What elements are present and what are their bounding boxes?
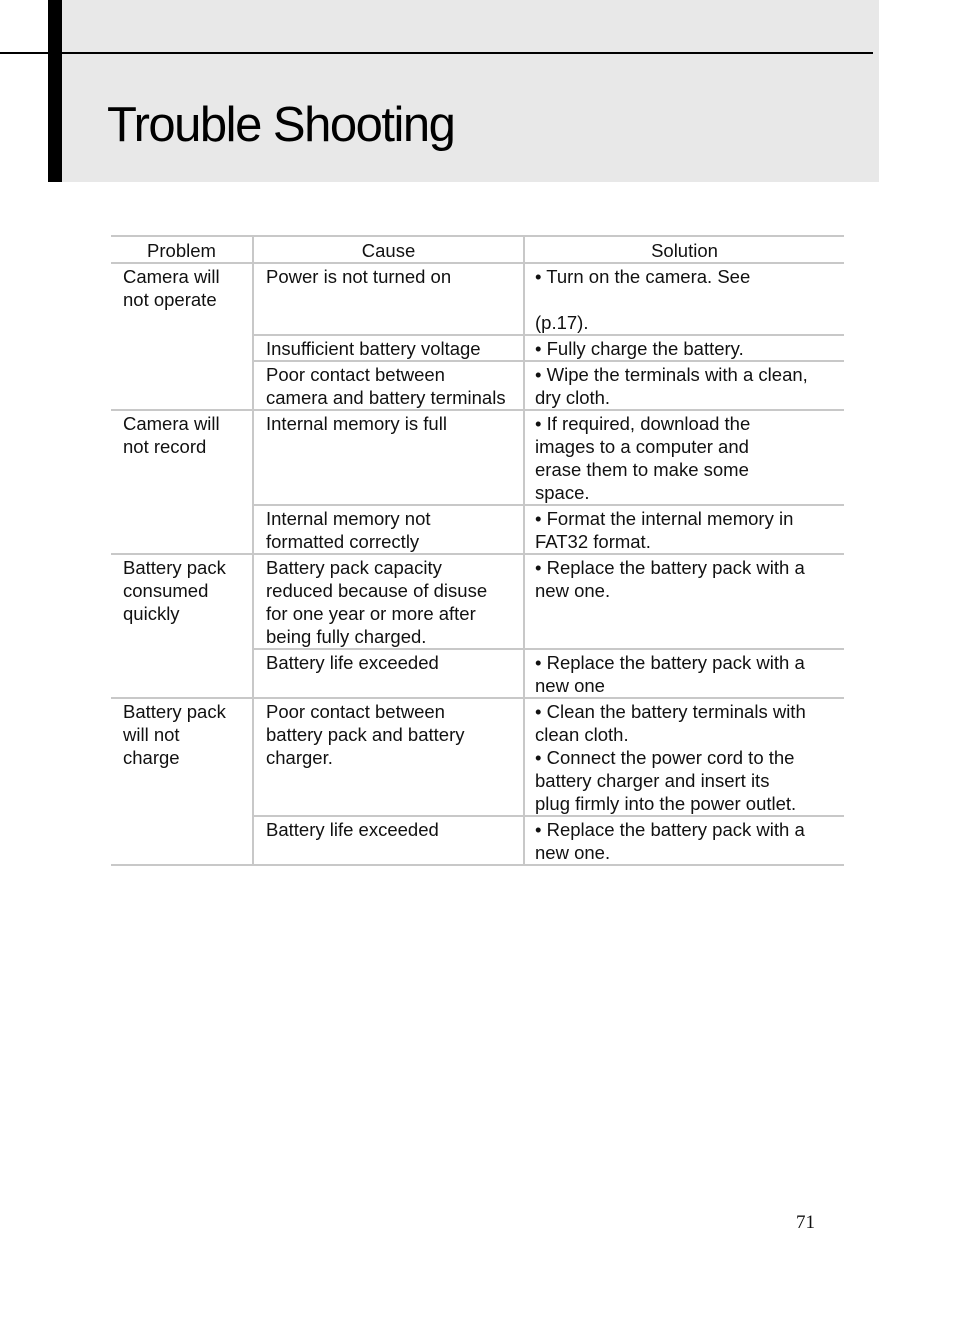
solution-line: • Turn on the camera. See xyxy=(535,266,751,287)
cause-line: Power is not turned on xyxy=(266,266,452,287)
solution-line: • If required, download the xyxy=(535,413,751,434)
solution-line: (p.17). xyxy=(535,312,589,333)
cause-cell xyxy=(253,410,524,505)
solution-line: images to a computer and xyxy=(535,436,749,457)
problem-line: charge xyxy=(123,747,180,768)
cause-line: being fully charged. xyxy=(266,626,427,647)
cause-cell xyxy=(253,505,524,554)
cause-cell xyxy=(253,649,524,698)
table-row xyxy=(111,410,844,505)
solution-line: new one. xyxy=(535,580,611,601)
solution-cell xyxy=(524,263,844,335)
solution-cell xyxy=(524,505,844,554)
problem-line: not operate xyxy=(123,289,217,310)
cause-line: Internal memory not xyxy=(266,508,431,529)
cause-line: Poor contact between xyxy=(266,364,445,385)
table-header-row xyxy=(111,236,844,263)
problem-cell xyxy=(111,554,253,698)
problem-line: quickly xyxy=(123,603,180,624)
solution-cell xyxy=(524,649,844,698)
problem-cell xyxy=(111,410,253,554)
cause-cell xyxy=(253,335,524,361)
solution-line: • Clean the battery terminals with xyxy=(535,701,806,722)
table-row xyxy=(111,554,844,649)
problem-line: Battery pack xyxy=(123,701,226,722)
table-row xyxy=(111,263,844,335)
table-row xyxy=(111,698,844,816)
solution-cell xyxy=(524,335,844,361)
header-rule xyxy=(0,52,873,54)
solution-line: space. xyxy=(535,482,590,503)
problem-line: not record xyxy=(123,436,207,457)
solution-cell xyxy=(524,554,844,649)
solution-cell xyxy=(524,698,844,816)
problem-line: Camera will xyxy=(123,266,220,287)
solution-line: • Replace the battery pack with a xyxy=(535,557,805,578)
cause-line: Internal memory is full xyxy=(266,413,447,434)
problem-line: Battery pack xyxy=(123,557,226,578)
troubleshooting-table xyxy=(111,235,844,866)
problem-line: will not xyxy=(123,724,180,745)
solution-line: clean cloth. xyxy=(535,724,629,745)
problem-cell xyxy=(111,263,253,410)
cause-line: Insufficient battery voltage xyxy=(266,338,481,359)
solution-line: dry cloth. xyxy=(535,387,611,408)
cause-cell xyxy=(253,816,524,865)
cause-cell xyxy=(253,698,524,816)
solution-cell xyxy=(524,816,844,865)
solution-line: • Connect the power cord to the xyxy=(535,747,795,768)
solution-line: • Format the internal memory in xyxy=(535,508,794,529)
solution-cell xyxy=(524,361,844,410)
cause-line: Battery pack capacity xyxy=(266,557,442,578)
cause-cell xyxy=(253,263,524,335)
cause-line: camera and battery terminals xyxy=(266,387,506,408)
solution-line: • Replace the battery pack with a xyxy=(535,652,805,673)
column-header-problem: Problem xyxy=(111,236,253,263)
solution-line: plug firmly into the power outlet. xyxy=(535,793,797,814)
problem-cell xyxy=(111,698,253,865)
page-title: Trouble Shooting xyxy=(107,98,455,152)
cause-line: Poor contact between xyxy=(266,701,445,722)
cause-line: battery pack and battery xyxy=(266,724,465,745)
header-band xyxy=(48,0,879,182)
page-number: 71 xyxy=(796,1212,815,1233)
cause-line: Battery life exceeded xyxy=(266,652,439,673)
problem-line: Camera will xyxy=(123,413,220,434)
column-header-solution: Solution xyxy=(524,236,844,263)
solution-line: • Fully charge the battery. xyxy=(535,338,744,359)
solution-line xyxy=(535,288,844,311)
cause-line: Battery life exceeded xyxy=(266,819,439,840)
problem-line: consumed xyxy=(123,580,209,601)
solution-line: new one. xyxy=(535,842,611,863)
solution-cell xyxy=(524,410,844,505)
cause-line: formatted correctly xyxy=(266,531,420,552)
solution-line: battery charger and insert its xyxy=(535,770,770,791)
solution-line: erase them to make some xyxy=(535,459,749,480)
cause-line: charger. xyxy=(266,747,333,768)
header-accent-bar xyxy=(48,0,62,182)
cause-line: reduced because of disuse xyxy=(266,580,488,601)
solution-line: • Wipe the terminals with a clean, xyxy=(535,364,808,385)
cause-line: for one year or more after xyxy=(266,603,476,624)
column-header-cause: Cause xyxy=(253,236,524,263)
solution-line: new one xyxy=(535,675,605,696)
solution-line: FAT32 format. xyxy=(535,531,651,552)
cause-cell xyxy=(253,361,524,410)
table-body xyxy=(111,263,844,865)
solution-line: • Replace the battery pack with a xyxy=(535,819,805,840)
cause-cell xyxy=(253,554,524,649)
